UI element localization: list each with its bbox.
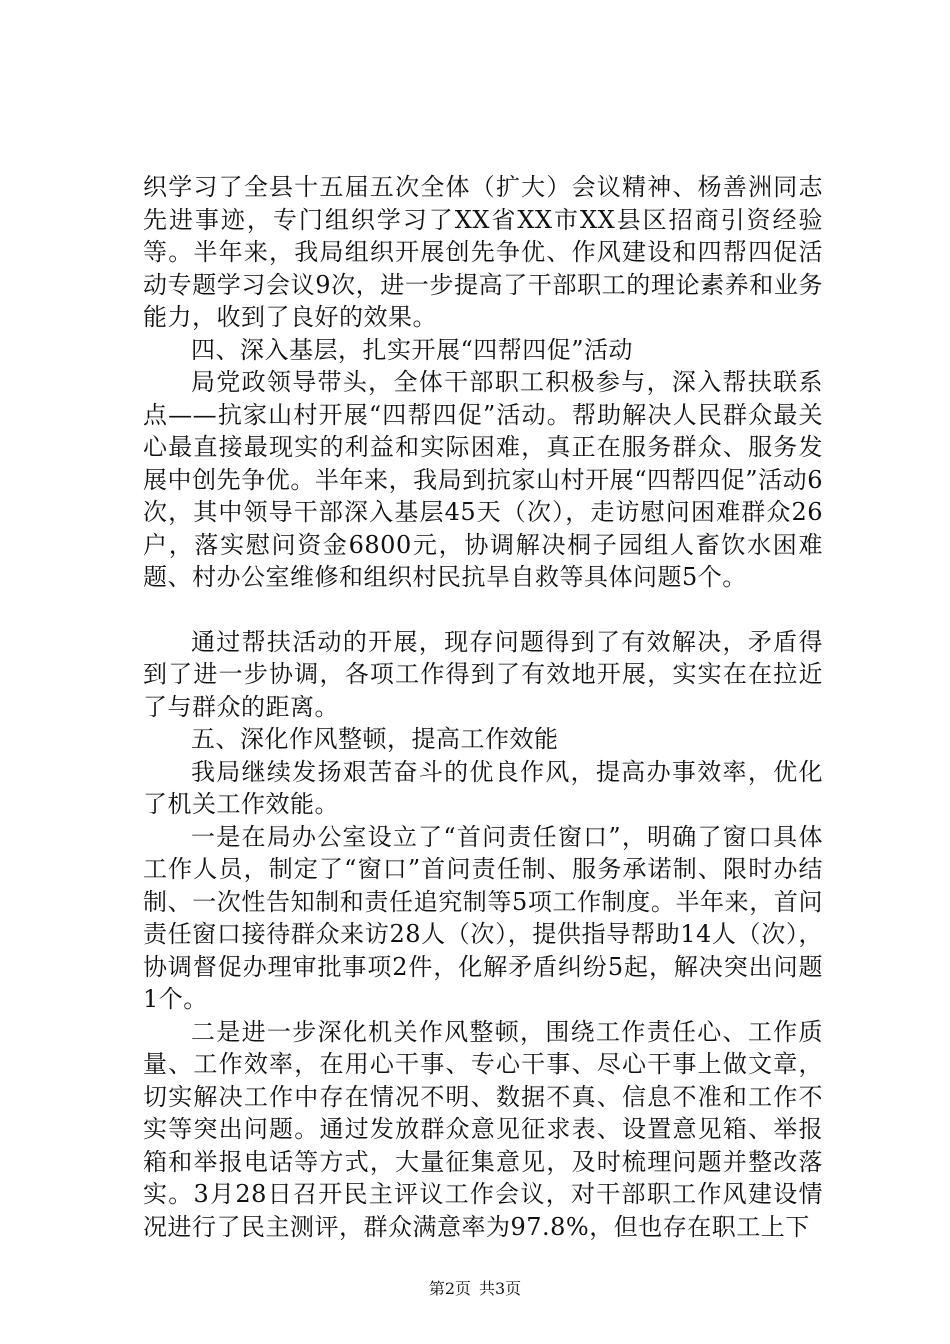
page-total: 共3页 — [479, 1279, 522, 1298]
page-number: 第2页 — [428, 1279, 471, 1298]
paragraph-assistance-results: 通过帮扶活动的开展，现存问题得到了有效解决，矛盾得到了进一步协调，各项工作得到了有效地开展，实实在在拉近了与群众的距离。 — [143, 627, 823, 721]
paragraph-assistance: 局党政领导带头，全体干部职工积极参与，深入帮扶联系点——抗家山村开展“四帮四促”活动。帮助解决人民群众最关心最直接最现实的利益和实际困难，真正在服务群众、服务发展中创先争优。半年来，我局到抗家山村开展“四帮四促”活动6次，其中领导干部深入基层45天（次），走访慰问困难群众26户，落实慰问资金6800元，协调解决桐子园组人畜饮水困难题、村办公室维修和组织村民抗旱自救等具体问题5个。 — [143, 368, 823, 591]
paragraph-first-responsibility-window: 一是在局办公室设立了“首问责任窗口”，明确了窗口具体工作人员，制定了“窗口”首问责任制、服务承诺制、限时办结制、一次性告知制和责任追究制等5项工作制度。半年来，首问责任窗口接待群众来访28人（次），提供指导帮助14人（次），协调督促办理审批事项2件，化解矛盾纠纷5起，解决突出问题1个。 — [143, 822, 823, 1013]
paragraph-work-style: 我局继续发扬艰苦奋斗的优良作风，提高办事效率，优化了机关工作效能。 — [143, 757, 823, 818]
document-body — [143, 171, 823, 1243]
section-heading-five: 五、深化作风整顿，提高工作效能 — [191, 725, 559, 753]
section-heading-four: 四、深入基层，扎实开展“四帮四促”活动 — [191, 335, 634, 364]
page-footer — [0, 1276, 950, 1299]
paragraph-continued: 织学习了全县十五届五次全体（扩大）会议精神、杨善洲同志先进事迹，专门组织学习了XX省XX市XX县区招商引资经验等。半年来，我局组织开展创先争优、作风建设和四帮四促活动专题学习会议9次，进一步提高了干部职工的理论素养和业务能力，收到了良好的效果。 — [143, 173, 823, 331]
paragraph-work-style-rectification: 二是进一步深化机关作风整顿，围绕工作责任心、工作质量、工作效率，在用心干事、专心干事、尽心干事上做文章，切实解决工作中存在情况不明、数据不真、信息不准和工作不实等突出问题。通过发放群众意见征求表、设置意见箱、举报箱和举报电话等方式，大量征集意见，及时梳理问题并整改落实。3月28日召开民主评议工作会议，对干部职工作风建设情况进行了民主测评，群众满意率为97.8%，但也存在职工上下 — [143, 1017, 823, 1241]
